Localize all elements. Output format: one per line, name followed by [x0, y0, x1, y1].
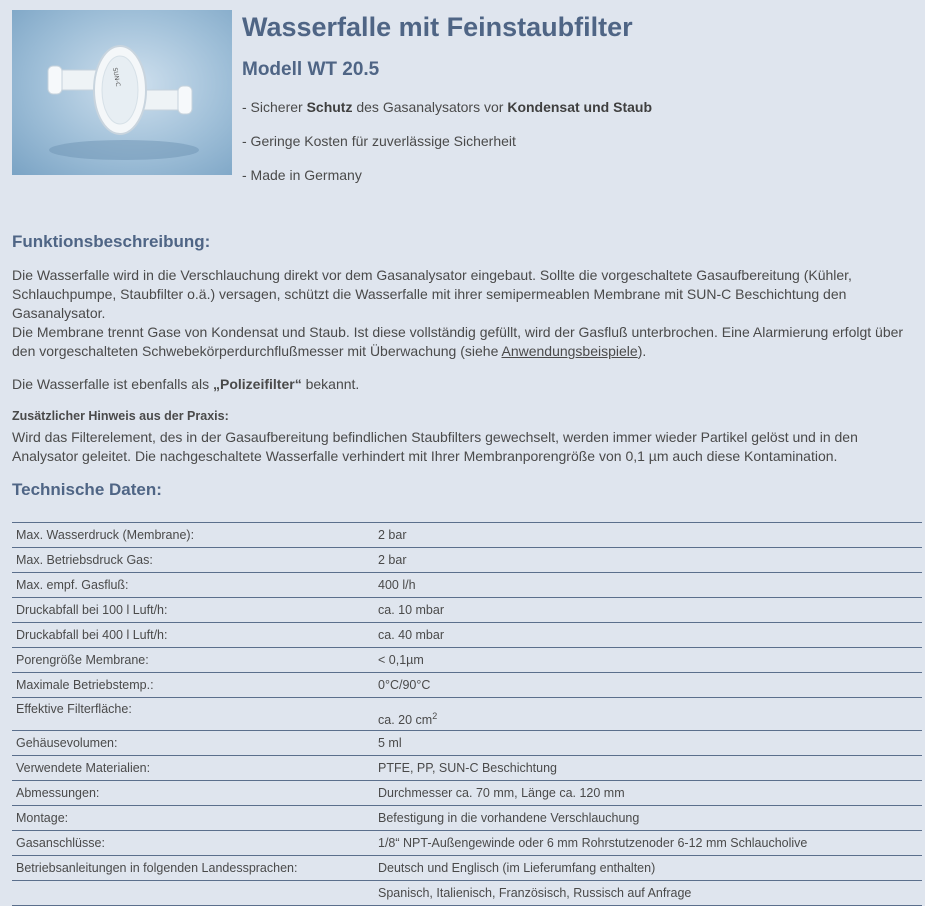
function-paragraph-1: Die Wasserfalle wird in die Verschlauchung direkt vor dem Gasanalysator eingebaut. Sollte die vorgeschaltete Gasaufbereitung (Kühler, Schlauchpumpe, Staubfilter o.ä.) versagen, schützt die Wasserfalle mit ihrer semipermeablen Membrane mit SUN-C Beschichtung den Gasanalysator. — [12, 267, 852, 321]
header-block — [242, 10, 912, 184]
table-row: Verwendete Materialien: PTFE, PP, SUN-C Beschichtung — [12, 756, 922, 781]
table-row: Max. empf. Gasfluß: 400 l/h — [12, 573, 922, 598]
function-paragraph-2: Die Membrane trennt Gase von Kondensat und Staub. Ist diese vollständig gefüllt, wird der Gasfluß unterbrochen. Eine Alarmierung erfolgt über den vorgeschalteten Schwebekörperdurchflußmesser mit Überwachung (siehe Anwendungsbeispiele). — [12, 324, 904, 359]
police-filter-paragraph: Die Wasserfalle ist ebenfalls als „Polizeifilter“ bekannt. — [12, 376, 360, 392]
feature-item-protection: - Sicherer Schutz des Gasanalysators vor Kondensat und Staub — [242, 99, 652, 115]
table-row: Druckabfall bei 400 l Luft/h: ca. 40 mbar — [12, 623, 922, 648]
water-trap-illustration — [12, 10, 232, 175]
table-row: Betriebsanleitungen in folgenden Landessprachen: Deutsch und Englisch (im Lieferumfang enthalten) — [12, 856, 922, 881]
applications-link[interactable]: Anwendungsbeispiele — [501, 343, 638, 359]
table-row: Effektive Filterfläche: ca. 20 $cm^2$ — [12, 698, 922, 731]
practice-note-text: Wird das Filterelement, des in der Gasaufbereitung befindlichen Staubfilters gewechselt, werden immer wieder Partikel gelöst und in den Analysator geleitet. Die nachgeschaltete Wasserfalle verhindert mit Ihrer Membranporengröße von 0,1 µm auch diese Kontamination. — [12, 429, 858, 464]
specs-table — [12, 522, 922, 906]
table-row: Abmessungen: Durchmesser ca. 70 mm, Länge ca. 120 mm — [12, 781, 922, 806]
table-row: Max. Betriebsdruck Gas: 2 bar — [12, 548, 922, 573]
svg-text:SUN-C: SUN-C — [111, 67, 122, 88]
product-title: Wasserfalle mit Feinstaubfilter — [242, 12, 633, 42]
function-heading: Funktionsbeschreibung: — [12, 232, 211, 251]
product-photo — [12, 10, 232, 175]
table-row: Montage: Befestigung in die vorhandene Verschlauchung — [12, 806, 922, 831]
content — [12, 230, 917, 502]
feature-item-cost: - Geringe Kosten für zuverlässige Sicherheit — [242, 133, 516, 149]
feature-item-made-in: - Made in Germany — [242, 167, 362, 183]
specs-heading: Technische Daten: — [12, 480, 162, 499]
model-title: Modell WT 20.5 — [242, 59, 380, 80]
table-row: Max. Wasserdruck (Membrane): 2 bar — [12, 523, 922, 548]
table-row: Gehäusevolumen: 5 ml — [12, 731, 922, 756]
table-row: Druckabfall bei 100 l Luft/h: ca. 10 mbar — [12, 598, 922, 623]
table-row: Porengröße Membrane: < 0,1µm — [12, 648, 922, 673]
table-row: Maximale Betriebstemp.: 0°C/90°C — [12, 673, 922, 698]
table-row: Spanisch, Italienisch, Französisch, Russisch auf Anfrage — [12, 881, 922, 906]
table-row: Gasanschlüsse: 1/8“ NPT-Außengewinde oder 6 mm Rohrstutzenoder 6-12 mm Schlaucholive — [12, 831, 922, 856]
practice-note-heading: Zusätzlicher Hinweis aus der Praxis: — [12, 409, 229, 423]
